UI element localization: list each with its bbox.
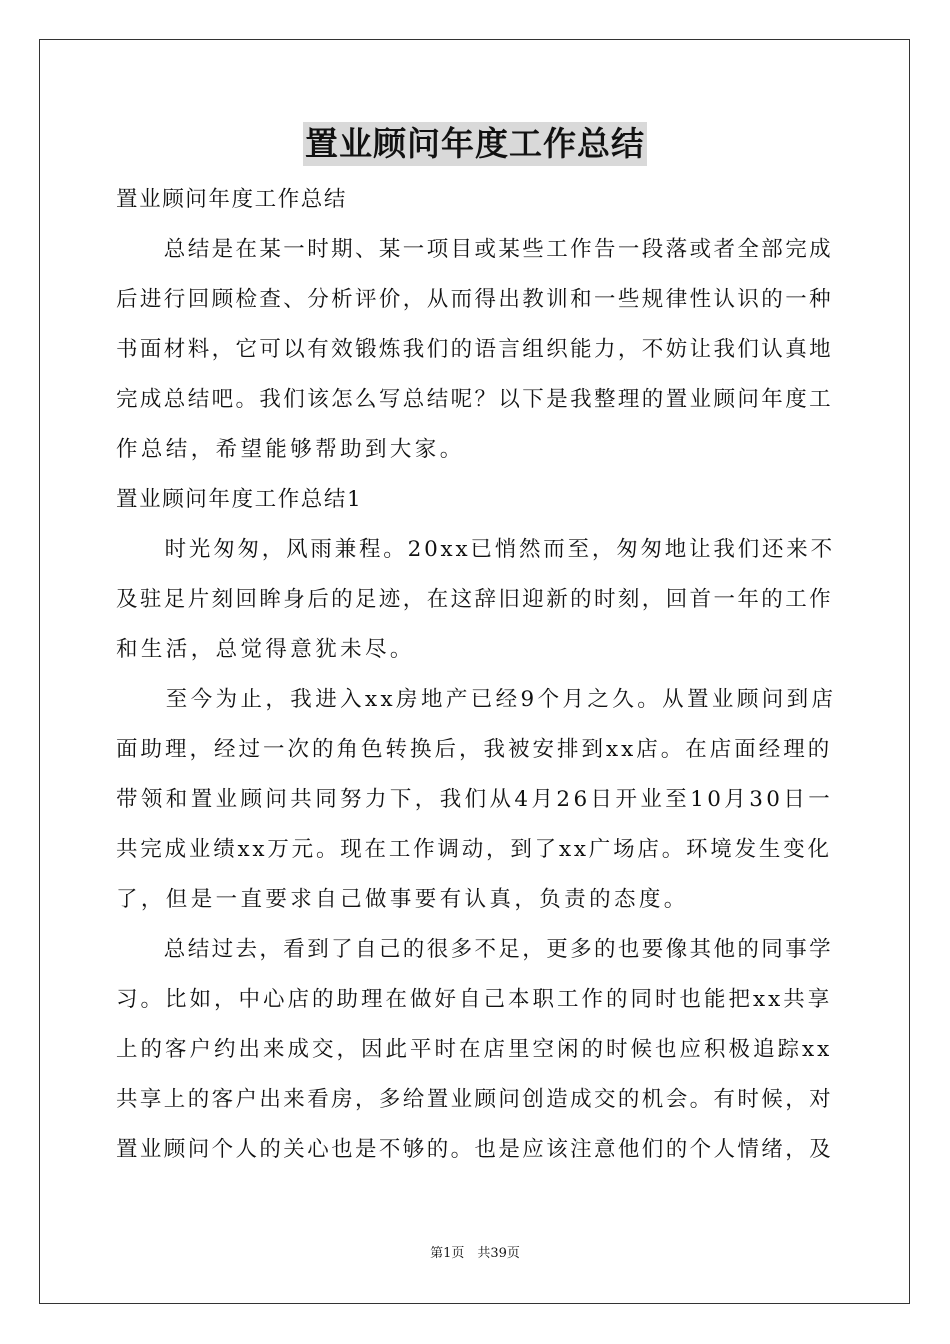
- body-line: 及驻足片刻回眸身后的足迹，在这辞旧迎新的时刻，回首一年的工作: [116, 587, 834, 612]
- body-line: 面助理，经过一次的角色转换后，我被安排到xx店。在店面经理的: [116, 737, 833, 762]
- section-heading: 置业顾问年度工作总结1: [116, 487, 363, 512]
- body-line: 带领和置业顾问共同努力下，我们从4月26日开业至10月30日一: [116, 787, 834, 812]
- page-number: 第1页 共39页: [430, 1246, 520, 1261]
- subtitle-line: 置业顾问年度工作总结: [116, 187, 348, 212]
- body-line: 至今为止，我进入xx房地产已经9个月之久。从置业顾问到店: [116, 687, 837, 712]
- body-line: 后进行回顾检查、分析评价，从而得出教训和一些规律性认识的一种: [116, 287, 834, 312]
- body-line: 置业顾问个人的关心也是不够的。也是应该注意他们的个人情绪，及: [116, 1137, 834, 1162]
- body-line: 了，但是一直要求自己做事要有认真，负责的态度。: [116, 887, 689, 912]
- body-line: 总结过去，看到了自己的很多不足，更多的也要像其他的同事学: [116, 937, 834, 962]
- body-line: 共享上的客户出来看房，多给置业顾问创造成交的机会。有时候，对: [116, 1087, 834, 1112]
- body-line: 习。比如，中心店的助理在做好自己本职工作的同时也能把xx共享: [116, 987, 833, 1012]
- title-container: [0, 122, 950, 166]
- body-line: 总结是在某一时期、某一项目或某些工作告一段落或者全部完成: [116, 237, 834, 262]
- page-footer: [0, 1244, 950, 1264]
- body-line: 和生活，总觉得意犹未尽。: [116, 637, 415, 662]
- body-line: 书面材料，它可以有效锻炼我们的语言组织能力，不妨让我们认真地: [116, 337, 834, 362]
- document-title: 置业顾问年度工作总结: [303, 122, 647, 166]
- body-line: 上的客户约出来成交，因此平时在店里空闲的时候也应积极追踪xx: [116, 1037, 833, 1062]
- body-line: 完成总结吧。我们该怎么写总结呢？以下是我整理的置业顾问年度工: [116, 387, 834, 412]
- body-line: 共完成业绩xx万元。现在工作调动，到了xx广场店。环境发生变化: [116, 837, 832, 862]
- body-line: 时光匆匆，风雨兼程。20xx已悄然而至，匆匆地让我们还来不: [116, 537, 835, 562]
- body-line: 作总结，希望能够帮助到大家。: [116, 437, 465, 462]
